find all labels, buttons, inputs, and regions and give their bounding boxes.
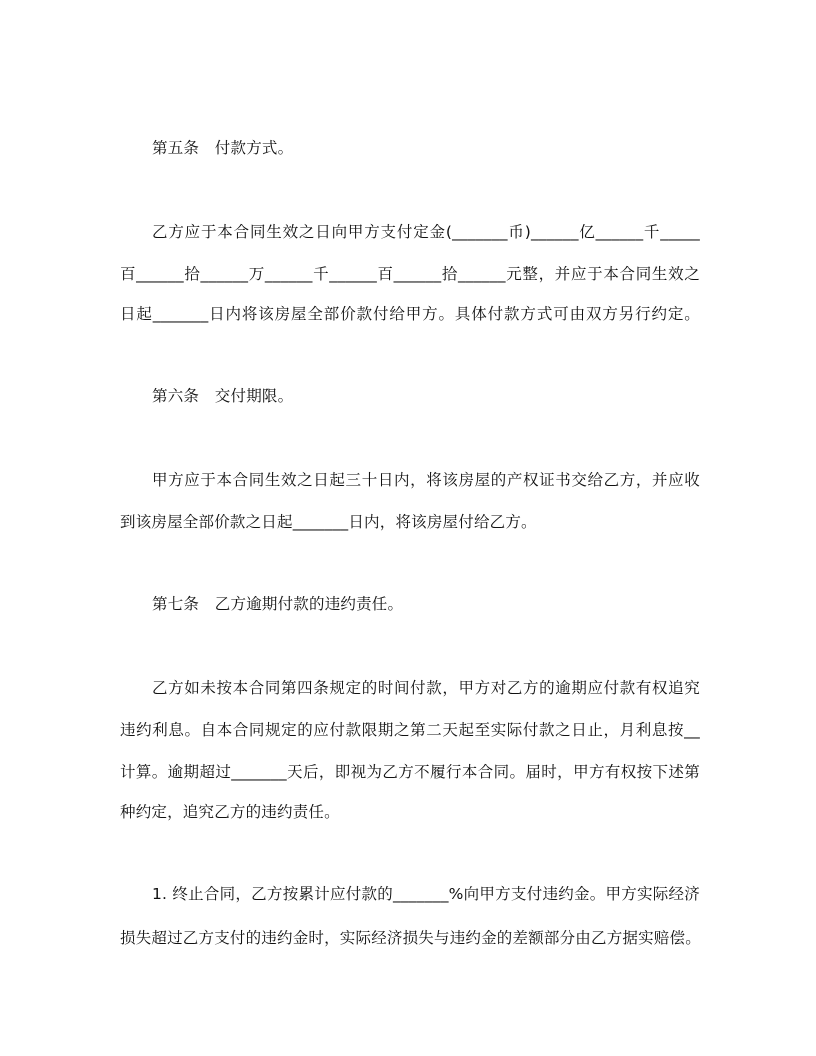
article-5-heading: 第五条 付款方式。 — [152, 139, 294, 157]
article-7-item-1-line-2: 损失超过乙方支付的违约金时，实际经济损失与违约金的差额部分由乙方据实赔偿。 — [120, 929, 701, 947]
article-6-heading: 第六条 交付期限。 — [152, 387, 294, 405]
article-7-item-1-line-1: 1. 终止合同，乙方按累计应付款的_______%向甲方支付违约金。甲方实际经济 — [152, 885, 700, 903]
article-5-line-1: 乙方应于本合同生效之日向甲方支付定金(_______币)______亿______千_____ — [152, 223, 700, 241]
article-7-line-3: 计算。逾期超过_______天后，即视为乙方不履行本合同。届时，甲方有权按下述第 — [120, 763, 700, 781]
article-7-line-4: 种约定，追究乙方的违约责任。 — [120, 803, 340, 821]
article-6-line-2: 到该房屋全部价款之日起_______日内，将该房屋付给乙方。 — [120, 513, 537, 531]
article-7-line-1: 乙方如未按本合同第四条规定的时间付款，甲方对乙方的逾期应付款有权追究 — [152, 679, 700, 697]
article-5-line-3: 日起_______日内将该房屋全部价款付给甲方。具体付款方式可由双方另行约定。 — [120, 305, 700, 323]
article-5-line-2: 百______拾______万______千______百______拾______元整，并应于本合同生效之 — [120, 265, 700, 283]
article-7-line-2: 违约利息。自本合同规定的应付款限期之第二天起至实际付款之日止，月利息按__ — [120, 721, 700, 739]
article-7-heading: 第七条 乙方逾期付款的违约责任。 — [152, 595, 404, 613]
article-6-line-1: 甲方应于本合同生效之日起三十日内，将该房屋的产权证书交给乙方，并应收 — [152, 471, 700, 489]
